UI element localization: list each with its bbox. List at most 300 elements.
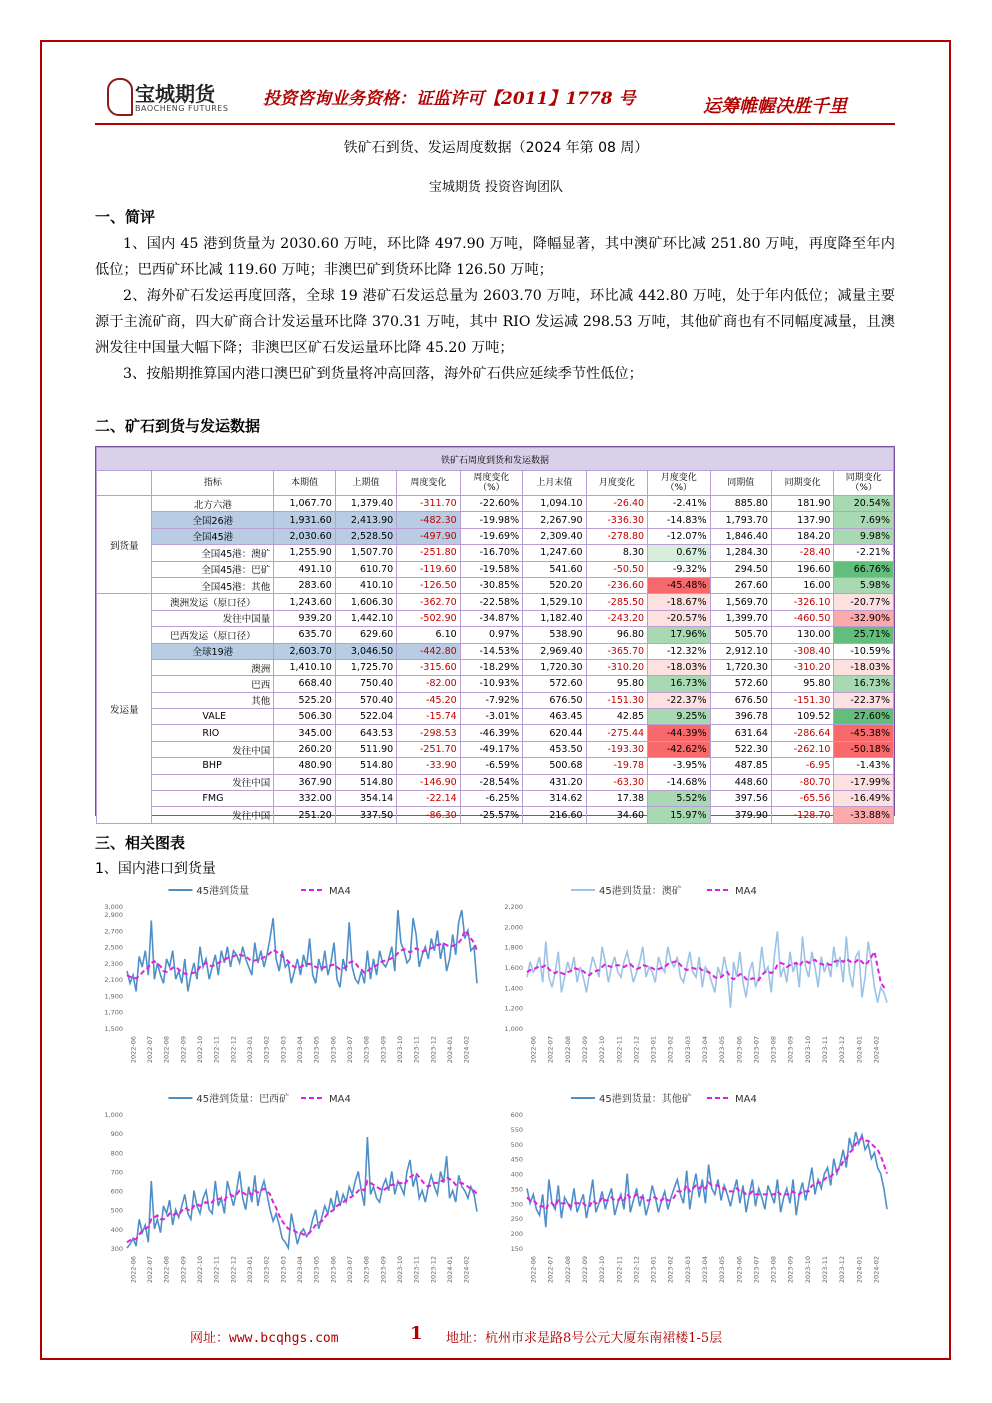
table-row-label: 巴西 (152, 676, 274, 692)
table-row-label: 全国45港：巴矿 (152, 561, 274, 577)
table-row-label: 北方六港 (152, 496, 274, 512)
table-row (97, 528, 894, 544)
header-slogan: 运筹帷幄决胜千里 (703, 96, 847, 117)
chart-45-port-arrival-australia (495, 880, 895, 1080)
table-cell: -80.70 (771, 774, 833, 790)
table-header-3: 周度变化 (397, 471, 460, 496)
table-header-0: 指标 (152, 471, 274, 496)
y-tick-label: 2,000 (504, 923, 523, 932)
logo-sub: BAOCHENG FUTURES (135, 104, 229, 113)
y-tick-label: 550 (510, 1125, 523, 1134)
legend-label: MA4 (329, 1094, 351, 1105)
x-tick-label: 2024-02 (872, 1256, 881, 1284)
table-cell: 572.60 (710, 676, 771, 692)
x-tick-label: 2023-08 (769, 1036, 778, 1064)
table-cell: -50.18% (834, 741, 894, 757)
table-cell: 1,725.70 (335, 659, 396, 675)
y-tick-label: 2,700 (104, 927, 123, 936)
table-cell: -502.90 (397, 610, 460, 626)
x-tick-label: 2023-02 (262, 1256, 271, 1284)
x-tick-label: 2022-07 (146, 1256, 154, 1284)
chart-legend (571, 884, 757, 897)
doc-author: 宝城期货 投资咨询团队 (428, 180, 564, 195)
x-tick-label: 2022-11 (212, 1256, 221, 1284)
x-tick-label: 2023-10 (803, 1036, 812, 1064)
x-tick-label: 2023-05 (312, 1256, 321, 1284)
table-cell: 42.85 (586, 709, 647, 725)
y-tick-label: 300 (110, 1245, 123, 1253)
footer-website[interactable]: 网址：www.bcqhgs.com (190, 1331, 339, 1346)
table-cell: -25.57% (460, 807, 522, 823)
table-cell: -243.20 (586, 610, 647, 626)
table-cell: 267.60 (710, 577, 771, 593)
x-tick-label: 2023-12 (429, 1256, 438, 1284)
table-cell: 541.60 (523, 561, 586, 577)
x-tick-label: 2023-06 (329, 1256, 338, 1284)
table-row (97, 545, 894, 561)
table-cell: -33.90 (397, 758, 460, 774)
table-header-2: 上期值 (335, 471, 396, 496)
x-tick-label: 2023-06 (735, 1256, 744, 1284)
table-cell: 2,969.40 (523, 643, 586, 659)
table-cell: -17.99% (834, 774, 894, 790)
table-row-label: 全国45港：其他 (152, 577, 274, 593)
table-cell: 1,507.70 (335, 545, 396, 561)
x-tick-label: 2023-08 (362, 1036, 371, 1064)
table-cell: 676.50 (523, 692, 586, 708)
x-tick-label: 2022-08 (162, 1256, 171, 1284)
y-tick-label: 200 (510, 1230, 523, 1239)
table-cell: 480.90 (274, 758, 335, 774)
header-divider (95, 123, 895, 125)
table-header-1: 本期值 (274, 471, 335, 496)
table-cell: -16.70% (460, 545, 522, 561)
y-tick-label: 2,900 (104, 911, 123, 920)
table-cell: -28.54% (460, 774, 522, 790)
table-header-row (97, 471, 894, 496)
table-cell: -236.60 (586, 577, 647, 593)
table-cell: -126.50 (397, 577, 460, 593)
x-tick-label: 2022-11 (212, 1036, 221, 1064)
table-cell: 379.90 (710, 807, 771, 823)
x-tick-label: 2023-11 (412, 1256, 421, 1284)
table-cell: -442.80 (397, 643, 460, 659)
table-cell: -15.74 (397, 709, 460, 725)
paragraph-2: 2、海外矿石发运再度回落，全球 19 港矿石发运总量为 2603.70 万吨，环比减 442.80 万吨，处于年内低位；减量主要源于主流矿商，四大矿商合计发运量环比降 370.31 万吨，其中 RIO 发运减 298.53 万吨，其他矿商也有不同幅度减量，且澳洲发往中国量大幅下降；非澳巴区矿石发运量环比降 45.20 万吨； (95, 288, 895, 356)
table-cell: 66.76% (834, 561, 894, 577)
x-tick-label: 2023-06 (735, 1036, 744, 1064)
table-group-label: 到货量 (97, 496, 152, 594)
x-tick-label: 2023-04 (701, 1256, 709, 1284)
table-cell: -45.38% (834, 725, 894, 741)
series-line-0 (527, 931, 887, 1007)
x-tick-label: 2023-12 (838, 1036, 847, 1064)
table-cell: 2,030.60 (274, 528, 335, 544)
table-row (97, 643, 894, 659)
table-cell: -22.37% (648, 692, 710, 708)
table-cell: -336.30 (586, 512, 647, 528)
table-caption: 铁矿石周度到货和发运数据 (97, 448, 894, 471)
table-cell: 337.50 (335, 807, 396, 823)
y-tick-label: 1,000 (104, 1111, 123, 1119)
x-tick-label: 2023-01 (649, 1256, 658, 1284)
x-tick-label: 2024-01 (855, 1256, 864, 1284)
x-tick-label: 2023-03 (279, 1036, 288, 1064)
table-cell: 431.20 (523, 774, 586, 790)
table-cell: 939.20 (274, 610, 335, 626)
table-cell: 668.40 (274, 676, 335, 692)
y-tick-label: 400 (110, 1225, 123, 1234)
table-row-label: 巴西发运（原口径） (152, 627, 274, 643)
table-cell: 538.90 (523, 627, 586, 643)
table-cell: -315.60 (397, 659, 460, 675)
table-cell: 1,067.70 (274, 496, 335, 512)
x-tick-label: 2023-05 (312, 1036, 321, 1064)
table-row-label: 全国45港：澳矿 (152, 545, 274, 561)
table-header-4: 周度变化（%） (460, 471, 522, 496)
table-cell: 95.80 (586, 676, 647, 692)
table-cell: 25.71% (834, 627, 894, 643)
table-cell: 1,379.40 (335, 496, 396, 512)
table-cell: 216.60 (523, 807, 586, 823)
x-tick-label: 2023-01 (246, 1256, 254, 1284)
table-cell: 500.68 (523, 758, 586, 774)
table-row-label: 发往中国 (152, 741, 274, 757)
table-cell: -46.39% (460, 725, 522, 741)
table-cell: 283.60 (274, 577, 335, 593)
x-tick-label: 2022-09 (179, 1256, 188, 1284)
table-cell: 1,606.30 (335, 594, 396, 610)
table-cell: 5.52% (648, 791, 710, 807)
table-row-label: 澳洲发运（原口径） (152, 594, 274, 610)
y-tick-label: 400 (510, 1170, 523, 1179)
x-tick-label: 2022-10 (196, 1036, 204, 1064)
y-tick-label: 450 (510, 1155, 523, 1164)
table-cell: 9.25% (648, 709, 710, 725)
x-tick-label: 2023-06 (329, 1036, 338, 1064)
table-cell: 453.50 (523, 741, 586, 757)
table-cell: -45.20 (397, 692, 460, 708)
x-tick-label: 2022-10 (598, 1256, 607, 1284)
table-cell: 0.97% (460, 627, 522, 643)
table-cell: -86.30 (397, 807, 460, 823)
table-cell: 130.00 (771, 627, 833, 643)
x-tick-label: 2022-12 (632, 1036, 641, 1064)
x-tick-label: 2023-02 (666, 1256, 675, 1284)
table-cell: 1,529.10 (523, 594, 586, 610)
table-cell: -18.67% (648, 594, 710, 610)
table-cell: -7.92% (460, 692, 522, 708)
table-row (97, 774, 894, 790)
table-cell: 1,442.10 (335, 610, 396, 626)
table-cell: 345.00 (274, 725, 335, 741)
table-cell: 96.80 (586, 627, 647, 643)
table-row-label: 发往中国 (152, 807, 274, 823)
x-tick-label: 2024-02 (462, 1256, 471, 1284)
table-cell: -482.30 (397, 512, 460, 528)
x-tick-label: 2023-03 (683, 1036, 692, 1064)
x-tick-label: 2023-07 (752, 1036, 761, 1064)
table-row (97, 496, 894, 512)
table-cell: 491.10 (274, 561, 335, 577)
x-tick-label: 2023-04 (296, 1256, 304, 1284)
table-cell: 410.10 (335, 577, 396, 593)
header-cert: 投资咨询业务资格：证监许可【2011】1778 号 (263, 89, 636, 109)
x-tick-label: 2024-02 (872, 1036, 881, 1064)
x-tick-label: 2023-05 (718, 1036, 727, 1064)
table-cell: -18.03% (834, 659, 894, 675)
table-cell: 15.97% (648, 807, 710, 823)
table-cell: 1,569.70 (710, 594, 771, 610)
y-tick-label: 1,600 (504, 964, 523, 972)
table-row-label: BHP (152, 758, 274, 774)
table-header-9: 同期变化 (771, 471, 833, 496)
table-cell: -9.32% (648, 561, 710, 577)
footer-address: 地址：杭州市求是路8号公元大厦东南裙楼1-5层 (446, 1331, 723, 1346)
logo-name: 宝城期货 (135, 82, 215, 106)
x-tick-label: 2023-04 (296, 1036, 304, 1064)
table-row (97, 627, 894, 643)
table-cell: 2,267.90 (523, 512, 586, 528)
y-tick-label: 2,500 (104, 943, 123, 952)
table-cell: 17.38 (586, 791, 647, 807)
x-tick-label: 2023-07 (752, 1256, 761, 1284)
table-cell: 294.50 (710, 561, 771, 577)
y-tick-label: 1,700 (104, 1008, 123, 1017)
table-cell: -14.83% (648, 512, 710, 528)
table-cell: 1,399.70 (710, 610, 771, 626)
table-cell: 463.45 (523, 709, 586, 725)
table-cell: -262.10 (771, 741, 833, 757)
table-cell: -311.70 (397, 496, 460, 512)
data-table (96, 447, 894, 824)
table-cell: 16.00 (771, 577, 833, 593)
table-cell: -19.69% (460, 528, 522, 544)
table-cell: 448.60 (710, 774, 771, 790)
logo-icon (107, 78, 133, 116)
table-cell: -22.14 (397, 791, 460, 807)
table-cell: -14.68% (648, 774, 710, 790)
x-tick-label: 2022-10 (196, 1256, 204, 1284)
table-cell: 196.60 (771, 561, 833, 577)
legend-label: 45港到货量：澳矿 (599, 886, 682, 897)
table-header-10: 同期变化（%） (834, 471, 894, 496)
table-cell: 885.80 (710, 496, 771, 512)
table-cell: -82.00 (397, 676, 460, 692)
table-row (97, 577, 894, 593)
table-cell: -3.01% (460, 709, 522, 725)
y-tick-label: 1,800 (504, 943, 523, 952)
x-tick-label: 2023-09 (379, 1256, 388, 1284)
table-cell: -119.60 (397, 561, 460, 577)
legend-label: 45港到货量：其他矿 (599, 1094, 692, 1105)
table-row (97, 659, 894, 675)
x-tick-label: 2023-01 (246, 1036, 254, 1064)
table-cell: 251.20 (274, 807, 335, 823)
table-cell: -30.85% (460, 577, 522, 593)
table-row (97, 709, 894, 725)
table-row-label: 全球19港 (152, 643, 274, 659)
x-tick-label: 2023-09 (786, 1036, 795, 1064)
table-cell: 20.54% (834, 496, 894, 512)
table-row (97, 561, 894, 577)
table-cell: 514.80 (335, 774, 396, 790)
x-tick-label: 2023-07 (346, 1256, 354, 1284)
table-row (97, 676, 894, 692)
table-cell: -16.49% (834, 791, 894, 807)
table-row-label: 其他 (152, 692, 274, 708)
chart-legend (168, 884, 350, 897)
table-cell: 1,247.60 (523, 545, 586, 561)
table-cell: -22.58% (460, 594, 522, 610)
table-cell: 184.20 (771, 528, 833, 544)
table-cell: -49.17% (460, 741, 522, 757)
table-cell: -251.70 (397, 741, 460, 757)
table-cell: -45.48% (648, 577, 710, 593)
x-tick-label: 2022-07 (546, 1256, 555, 1284)
y-tick-label: 900 (110, 1130, 123, 1139)
table-row (97, 512, 894, 528)
table-cell: -65.56 (771, 791, 833, 807)
header-blank (97, 471, 152, 496)
y-tick-label: 350 (510, 1185, 523, 1194)
table-cell: -50.50 (586, 561, 647, 577)
x-tick-label: 2023-10 (396, 1036, 404, 1064)
table-row-label: 发往中国 (152, 774, 274, 790)
table-cell: 95.80 (771, 676, 833, 692)
table-cell: -12.07% (648, 528, 710, 544)
x-tick-label: 2022-12 (229, 1036, 238, 1064)
table-cell: 397.56 (710, 791, 771, 807)
table-cell: 520.20 (523, 577, 586, 593)
table-cell: -44.39% (648, 725, 710, 741)
table-row-label: 澳洲 (152, 659, 274, 675)
table-cell: -3.95% (648, 758, 710, 774)
table-cell: 1,720.30 (523, 659, 586, 675)
table-cell: 610.70 (335, 561, 396, 577)
y-tick-label: 2,300 (104, 959, 123, 968)
table-cell: 17.96% (648, 627, 710, 643)
y-tick-label: 2,200 (504, 903, 523, 911)
x-tick-label: 2022-06 (529, 1036, 538, 1064)
table-cell: -251.80 (397, 545, 460, 561)
y-tick-label: 1,900 (104, 992, 123, 1001)
table-header-5: 上月末值 (523, 471, 586, 496)
table-cell: -28.40 (771, 545, 833, 561)
table-cell: 16.73% (834, 676, 894, 692)
x-tick-label: 2023-11 (412, 1036, 421, 1064)
doc-title: 铁矿石到货、发运周度数据（2024 年第 08 周） (343, 140, 649, 156)
y-tick-label: 800 (110, 1149, 123, 1158)
x-tick-label: 2023-01 (649, 1036, 658, 1064)
x-tick-label: 2023-02 (666, 1036, 675, 1064)
table-cell: -151.30 (771, 692, 833, 708)
table-header-6: 月度变化 (586, 471, 647, 496)
x-tick-label: 2022-08 (563, 1256, 572, 1284)
table-cell: 0.67% (648, 545, 710, 561)
x-tick-label: 2024-01 (446, 1256, 454, 1284)
table-cell: 631.64 (710, 725, 771, 741)
table-cell: 2,413.90 (335, 512, 396, 528)
table-cell: 1,243.60 (274, 594, 335, 610)
table-cell: 34.60 (586, 807, 647, 823)
table-cell: -285.50 (586, 594, 647, 610)
table-cell: 511.90 (335, 741, 396, 757)
table-cell: -275.44 (586, 725, 647, 741)
table-cell: 1,720.30 (710, 659, 771, 675)
table-cell: -20.77% (834, 594, 894, 610)
section-2-heading: 二、矿石到货与发运数据 (95, 417, 261, 435)
y-tick-label: 1,200 (504, 1004, 523, 1013)
x-tick-label: 2023-03 (683, 1256, 692, 1284)
table-cell: -19.78 (586, 758, 647, 774)
y-tick-label: 600 (110, 1187, 123, 1196)
table-cell: -6.59% (460, 758, 522, 774)
table-cell: 750.40 (335, 676, 396, 692)
y-tick-label: 500 (510, 1140, 523, 1149)
x-tick-label: 2022-12 (229, 1256, 238, 1284)
table-cell: -19.98% (460, 512, 522, 528)
table-cell: 332.00 (274, 791, 335, 807)
table-cell: -42.62% (648, 741, 710, 757)
table-cell: -20.57% (648, 610, 710, 626)
x-tick-label: 2023-12 (838, 1256, 847, 1284)
x-tick-label: 2022-09 (581, 1256, 589, 1284)
paragraph-1: 1、国内 45 港到货量为 2030.60 万吨，环比降 497.90 万吨，降幅显著，其中澳矿环比减 251.80 万吨，再度降至年内低位；巴西矿环比减 119.60 万吨；非澳巴矿到货环比降 126.50 万吨； (95, 236, 895, 278)
x-tick-label: 2023-10 (396, 1256, 404, 1284)
table-cell: 137.90 (771, 512, 833, 528)
table-cell: 396.78 (710, 709, 771, 725)
table-row-label: VALE (152, 709, 274, 725)
x-tick-label: 2023-07 (346, 1036, 354, 1064)
table-cell: -6.25% (460, 791, 522, 807)
x-tick-label: 2023-09 (786, 1256, 795, 1284)
table-cell: 2,912.10 (710, 643, 771, 659)
table-cell: -6.95 (771, 758, 833, 774)
x-tick-label: 2022-06 (129, 1036, 138, 1064)
legend-label: MA4 (735, 886, 757, 897)
table-cell: -10.59% (834, 643, 894, 659)
table-cell: -18.03% (648, 659, 710, 675)
table-cell: -365.70 (586, 643, 647, 659)
table-cell: 2,528.50 (335, 528, 396, 544)
x-tick-label: 2024-01 (446, 1036, 454, 1064)
table-header-8: 同期值 (710, 471, 771, 496)
section-1-body (95, 231, 895, 387)
table-cell: 572.60 (523, 676, 586, 692)
legend-label: 45港到货量 (196, 886, 250, 897)
table-cell: 522.04 (335, 709, 396, 725)
table-row-label: RIO (152, 725, 274, 741)
x-tick-label: 2023-02 (262, 1036, 271, 1064)
table-cell: -310.20 (771, 659, 833, 675)
table-cell: 1,846.40 (710, 528, 771, 544)
x-tick-label: 2023-11 (821, 1036, 829, 1064)
table-cell: -33.88% (834, 807, 894, 823)
table-cell: -63.30 (586, 774, 647, 790)
x-tick-label: 2022-08 (162, 1036, 171, 1064)
y-tick-label: 2,100 (104, 976, 123, 985)
x-tick-label: 2023-05 (718, 1256, 727, 1284)
table-cell: 6.10 (397, 627, 460, 643)
series-line-1 (127, 930, 477, 978)
table-cell: -2.21% (834, 545, 894, 561)
x-tick-label: 2022-06 (129, 1256, 138, 1284)
y-tick-label: 1,500 (104, 1025, 123, 1033)
chart-legend (571, 1092, 757, 1105)
x-tick-label: 2022-12 (632, 1256, 641, 1284)
page-number: 1 (410, 1323, 423, 1344)
